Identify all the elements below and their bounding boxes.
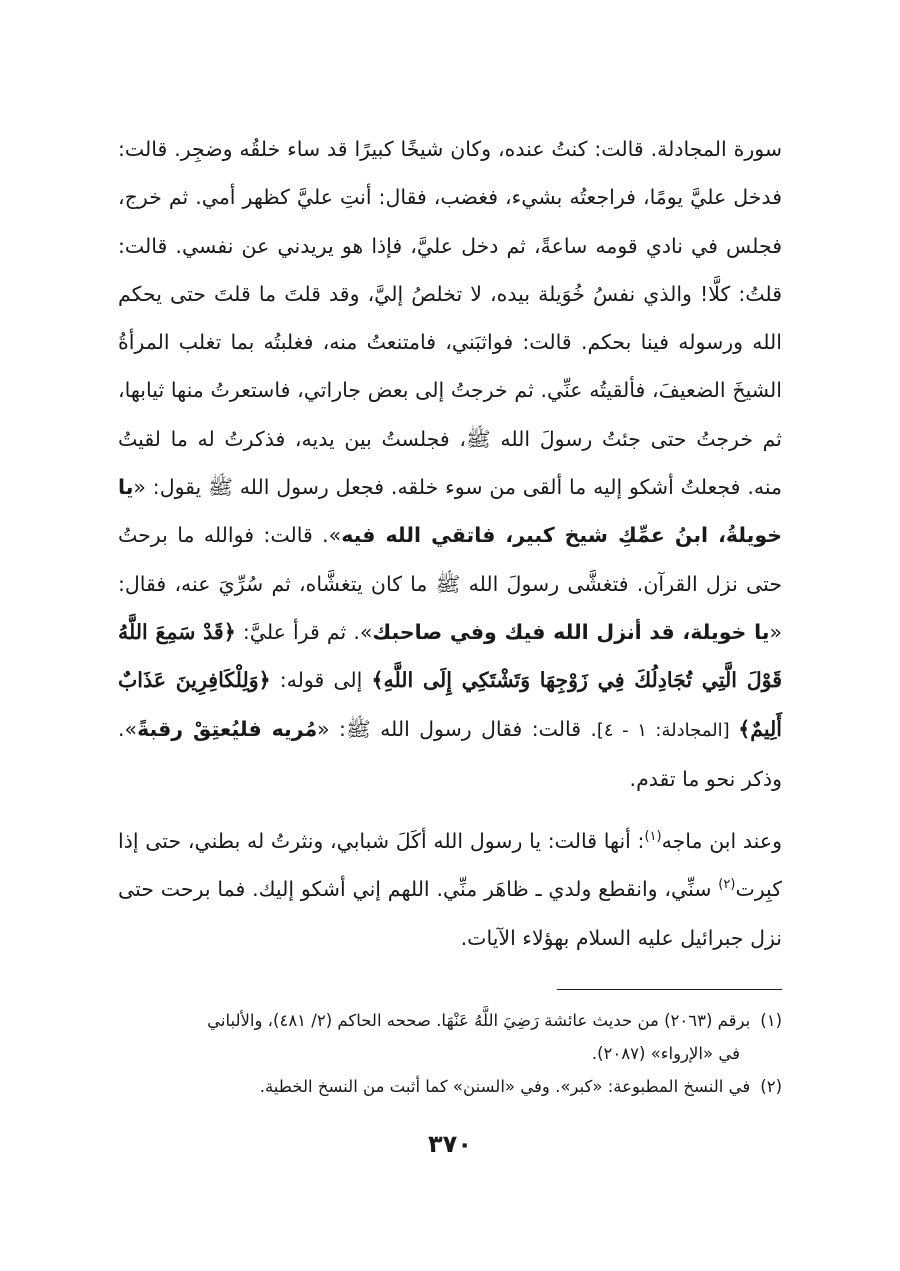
footnote-divider	[557, 989, 782, 990]
text-run: وعند ابن ماجه	[661, 829, 782, 854]
footnotes	[118, 1004, 782, 1103]
footnote-number: (٢)	[760, 1077, 782, 1096]
page-number: ٣٧٠	[428, 1130, 472, 1158]
text-run: سنِّي، وانقطع ولدي ـ ظاهَر منِّي. اللهم إني أشكو إليك. فما برحت حتى نزل جبرائيل عليه السلام بهؤلاء الآيات.	[118, 877, 782, 950]
footnote-text: في النسخ المطبوعة: «كبر». وفي «السنن» كما أثبت من النسخ الخطية.	[259, 1077, 751, 1096]
verse-reference: [المجادلة: ١ - ٤]	[596, 719, 739, 741]
hadith-quote: يا خويلةُ، ابنُ عمِّكِ شيخ كبير، فاتقي الله فيه	[118, 475, 782, 548]
text-run: سورة المجادلة. قالت: كنتُ عنده، وكان شيخًا كبيرًا قد ساء خلقُه وضجِر. قالت: فدخل عليَّ يومًا، فراجعتُه بشيء، فغضب، فقال: أنتِ عليَّ كظهر أمي. ثم خرج، فجلس في نادي قومه ساعةً، ثم دخل عليَّ، فإذا هو يريدني عن نفسي. قالت: قلتُ: كلَّا! والذي نفسُ خُوَيلة بيده، لا تخلصُ إليَّ، وقد قلتَ ما قلتَ حتى يحكم الله ورسوله فينا بحكم. قالت: فواثبَني، فامتنعتُ منه، فغلبتُه بما تغلب المرأةُ الشيخَ الضعيفَ، فألقيتُه عنِّي. ثم خرجتُ إلى بعض جاراتي، فاستعرتُ منها ثيابها، ثم خرجتُ حتى جئتُ رسولَ الله ﷺ، فجلستُ بين يديه، فذكرتُ له ما لقيتُ منه. فجعلتُ أشكو إليه ما ألقى من سوء خلقه. فجعل رسول الله ﷺ يقول: «	[118, 137, 782, 500]
hadith-quote: يا خويلة، قد أنزل الله فيك وفي صاحبك	[372, 619, 770, 644]
text-run: . قالت: فقال رسول الله ﷺ: «	[317, 716, 597, 741]
text-run: ». ثم قرأ عليَّ:	[235, 619, 373, 644]
quran-verse: ﴿قَدْ سَمِعَ اللَّهُ قَوْلَ الَّتِي تُجَادِلُكَ فِي زَوْجِهَا وَتَشْتَكِي إِلَى اللَّهِ﴾	[118, 619, 782, 693]
text-run: ». قالت: فوالله ما برحتُ حتى نزل القرآن. فتغشَّى رسولَ الله ﷺ ما كان يتغشَّاه، ثم سُرِّيَ عنه، فقال: «	[118, 523, 783, 644]
paragraph-1	[118, 125, 782, 803]
footnote-2	[118, 1070, 782, 1103]
footnote-1	[118, 1004, 782, 1037]
footnote-marker: (١)	[644, 829, 662, 845]
footnote-number: (١)	[760, 1011, 782, 1030]
quran-verse: ﴿وَلِلْكَافِرِينَ عَذَابٌ أَلِيمٌ﴾	[118, 668, 782, 741]
footnote-1-continuation: في «الإرواء» (٢٠٨٧).	[591, 1044, 740, 1063]
main-text	[118, 125, 782, 962]
text-run: ». وذكر نحو ما تقدم.	[118, 716, 782, 791]
footnote-marker: (٢)	[718, 877, 736, 893]
hadith-quote: مُريه فليُعتِقْ رقبةً	[137, 716, 318, 741]
footnote-text: برقم (٢٠٦٣) من حديث عائشة رَضِيَ اللَّهُ عَنْهَا. صححه الحاكم (٢/ ٤٨١)، والألباني	[207, 1011, 751, 1030]
paragraph-2	[118, 817, 782, 962]
text-run: إلى قوله:	[270, 668, 372, 693]
text-run: : أنها قالت: يا رسول الله أكَلَ شبابي، ونثرتُ له بطني، حتى إذا كبِرت	[118, 829, 782, 902]
